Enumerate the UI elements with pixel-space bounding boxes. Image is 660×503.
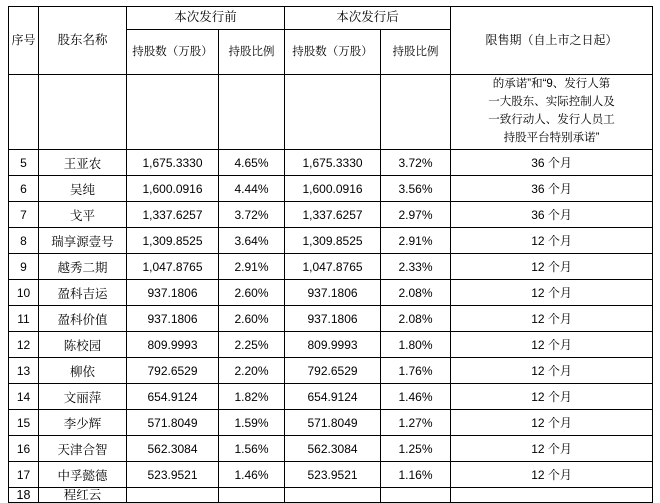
cell-seq: 6 (9, 176, 39, 202)
table-header (9, 7, 653, 75)
cell-before-shares: 1,600.0916 (127, 176, 219, 202)
cell-after-ratio: 2.91% (381, 228, 451, 254)
cell-lock: 12 个月 (451, 280, 653, 306)
cell-seq: 14 (9, 384, 39, 410)
cell-before-ratio: 2.60% (219, 306, 285, 332)
table-row (9, 436, 653, 462)
cell-after-shares: 562.3084 (285, 436, 381, 462)
cell-after-ratio: 1.16% (381, 462, 451, 488)
table-row-partial (9, 488, 653, 503)
table-row (9, 332, 653, 358)
table-row (9, 358, 653, 384)
cell-before-shares: 523.9521 (127, 462, 219, 488)
cell-before-shares: 1,675.3330 (127, 150, 219, 176)
cell-lock: 12 个月 (451, 228, 653, 254)
cell-name: 天津合智 (39, 436, 127, 462)
cell-before-ratio: 1.46% (219, 462, 285, 488)
cell-seq: 12 (9, 332, 39, 358)
cell-seq: 13 (9, 358, 39, 384)
cell-seq: 10 (9, 280, 39, 306)
cell-name: 中孚懿德 (39, 462, 127, 488)
cell-before-ratio: 2.91% (219, 254, 285, 280)
cell-seq: 11 (9, 306, 39, 332)
cell-before-shares: 937.1806 (127, 306, 219, 332)
cell-before-shares: 1,047.8765 (127, 254, 219, 280)
cell-name-text: 程红云 (63, 488, 102, 502)
cell-lock (451, 488, 653, 503)
column-header-seq: 序号 (9, 7, 39, 75)
table-row (9, 176, 653, 202)
table-row (9, 384, 653, 410)
cell-before-ratio: 4.44% (219, 176, 285, 202)
cell-before-shares: 1,309.8525 (127, 228, 219, 254)
cell-after-ratio: 1.27% (381, 410, 451, 436)
cell-before-ratio: 3.64% (219, 228, 285, 254)
cell-after-shares: 937.1806 (285, 280, 381, 306)
table-row (9, 202, 653, 228)
cell-seq: 7 (9, 202, 39, 228)
cell-after-ratio: 2.08% (381, 306, 451, 332)
note-line-1: 的承诺”和“9、发行人第 (492, 78, 611, 91)
cell-lock: 12 个月 (451, 254, 653, 280)
cell-before-shares (127, 488, 219, 503)
cell-seq: 16 (9, 436, 39, 462)
column-header-before-shares: 持股数（万股） (127, 30, 219, 75)
cell-name: 柳依 (39, 358, 127, 384)
cell-after-shares: 809.9993 (285, 332, 381, 358)
cell-name: 盈科价值 (39, 306, 127, 332)
cell-after-ratio: 1.80% (381, 332, 451, 358)
cell-lock: 36 个月 (451, 176, 653, 202)
cell-after-shares: 1,675.3330 (285, 150, 381, 176)
cell-after-ratio: 1.46% (381, 384, 451, 410)
cell-before-shares: 571.8049 (127, 410, 219, 436)
table-row (9, 280, 653, 306)
cell-after-shares (285, 488, 381, 503)
cell-lock: 12 个月 (451, 384, 653, 410)
cell-seq (9, 488, 39, 503)
note-blank-name (39, 75, 127, 150)
cell-lock: 12 个月 (451, 410, 653, 436)
continuation-note-row (9, 75, 653, 150)
cell-before-shares: 937.1806 (127, 280, 219, 306)
cell-before-ratio (219, 488, 285, 503)
cell-name: 文丽萍 (39, 384, 127, 410)
cell-before-ratio: 3.72% (219, 202, 285, 228)
cell-before-shares: 1,337.6257 (127, 202, 219, 228)
cell-before-ratio: 2.60% (219, 280, 285, 306)
cell-lock: 36 个月 (451, 150, 653, 176)
column-header-name: 股东名称 (39, 7, 127, 75)
cell-seq: 8 (9, 228, 39, 254)
cell-before-shares: 562.3084 (127, 436, 219, 462)
lock-period-note (451, 75, 653, 150)
cell-before-shares: 792.6529 (127, 358, 219, 384)
cell-before-ratio: 1.59% (219, 410, 285, 436)
cell-after-shares: 523.9521 (285, 462, 381, 488)
table-row (9, 254, 653, 280)
cell-after-shares: 654.9124 (285, 384, 381, 410)
cell-after-ratio (381, 488, 451, 503)
cell-name (39, 488, 127, 503)
cell-name: 戈平 (39, 202, 127, 228)
cell-lock: 12 个月 (451, 306, 653, 332)
table-body (9, 75, 653, 503)
cell-after-shares: 792.6529 (285, 358, 381, 384)
cell-after-ratio: 2.97% (381, 202, 451, 228)
note-blank-seq (9, 75, 39, 150)
cell-after-shares: 937.1806 (285, 306, 381, 332)
cell-after-shares: 1,047.8765 (285, 254, 381, 280)
cell-after-shares: 1,337.6257 (285, 202, 381, 228)
column-header-before-ratio: 持股比例 (219, 30, 285, 75)
header-row-top (9, 7, 653, 30)
table-row (9, 410, 653, 436)
cell-name: 吴纯 (39, 176, 127, 202)
cell-seq: 5 (9, 150, 39, 176)
table-row (9, 228, 653, 254)
note-blank-before-shares (127, 75, 219, 150)
cell-before-ratio: 1.56% (219, 436, 285, 462)
column-header-before-group: 本次发行前 (127, 7, 285, 30)
cell-lock: 12 个月 (451, 332, 653, 358)
cell-after-ratio: 2.33% (381, 254, 451, 280)
cell-lock: 12 个月 (451, 358, 653, 384)
note-blank-after-ratio (381, 75, 451, 150)
cell-before-ratio: 2.25% (219, 332, 285, 358)
column-header-lock-period: 限售期（自上市之日起） (451, 7, 653, 75)
cell-before-ratio: 1.82% (219, 384, 285, 410)
note-line-3: 一致行动人、发行人员工 (488, 114, 615, 126)
cell-name: 越秀二期 (39, 254, 127, 280)
cell-seq-text: 18 (16, 488, 31, 502)
cell-seq: 17 (9, 462, 39, 488)
cell-name: 陈校园 (39, 332, 127, 358)
cell-lock: 12 个月 (451, 436, 653, 462)
cell-seq: 9 (9, 254, 39, 280)
cell-name: 瑞享源壹号 (39, 228, 127, 254)
cell-lock: 12 个月 (451, 462, 653, 488)
cell-name: 李少辉 (39, 410, 127, 436)
cell-after-ratio: 1.25% (381, 436, 451, 462)
note-blank-before-ratio (219, 75, 285, 150)
column-header-after-shares: 持股数（万股） (285, 30, 381, 75)
cell-lock: 36 个月 (451, 202, 653, 228)
cell-seq: 15 (9, 410, 39, 436)
note-blank-after-shares (285, 75, 381, 150)
shareholders-table (8, 6, 653, 503)
cell-before-shares: 809.9993 (127, 332, 219, 358)
table-row (9, 150, 653, 176)
cell-before-ratio: 2.20% (219, 358, 285, 384)
note-line-2: 一大股东、实际控制人及 (488, 96, 615, 109)
cell-after-ratio: 1.76% (381, 358, 451, 384)
cell-after-shares: 1,309.8525 (285, 228, 381, 254)
table-row (9, 306, 653, 332)
cell-after-ratio: 2.08% (381, 280, 451, 306)
column-header-after-ratio: 持股比例 (381, 30, 451, 75)
cell-name: 盈科吉运 (39, 280, 127, 306)
cell-before-shares: 654.9124 (127, 384, 219, 410)
cell-after-ratio: 3.56% (381, 176, 451, 202)
note-line-4: 持股平台特别承诺” (503, 131, 600, 144)
column-header-after-group: 本次发行后 (285, 7, 451, 30)
cell-after-ratio: 3.72% (381, 150, 451, 176)
cell-name: 王亚农 (39, 150, 127, 176)
table-row (9, 462, 653, 488)
cell-before-ratio: 4.65% (219, 150, 285, 176)
cell-after-shares: 1,600.0916 (285, 176, 381, 202)
cell-after-shares: 571.8049 (285, 410, 381, 436)
